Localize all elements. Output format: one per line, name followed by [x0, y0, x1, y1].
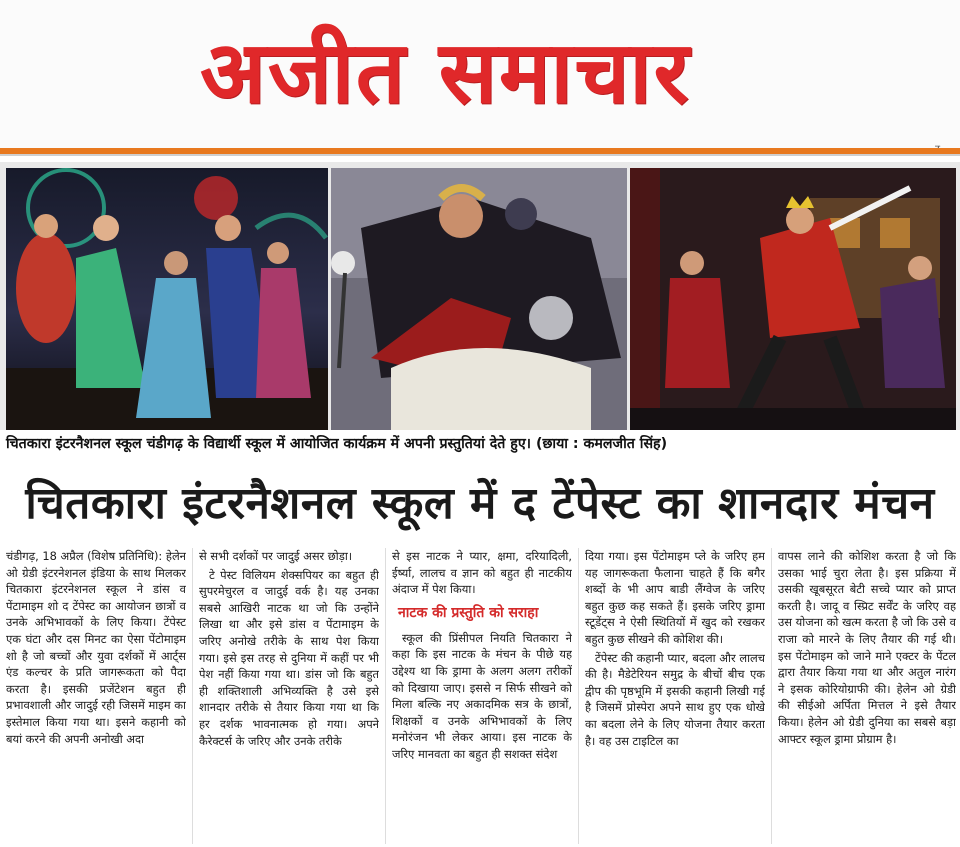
paragraph: वापस लाने की कोशिश करता है जो कि उसका भाई चुरा लेता है। इस प्रक्रिया में उसकी खूबसूरत बेटी सच्चे प्यार को प्राप्त करती है। जादू व स्प्रिट सर्वेंट के जरिए वह उस योजना को खत्म करता है जो कि उसे व राजा को मारने के लिए तैयार की गई थी। इस पेंटोमाइम को जाने माने एक्टर के पेंटल द्वारा तैयार किया गया था और अतुल नारंग ने इसक कोरियोग्राफी की। हेलेन ओ ग्रेडी की सीईओ अर्पिता मित्तल ने इसे तैयार किया। हेलेन ओ ग्रेडी दुनिया का सबसे बड़ा आफ्टर स्कूल ड्रामा प्रोग्राम है। [778, 549, 956, 746]
article-column-3 [392, 548, 572, 844]
article-column-5 [778, 548, 956, 844]
subheading: नाटक की प्रस्तुति को सराहा [398, 604, 539, 621]
column-divider [771, 548, 772, 844]
photo-strip [0, 162, 960, 430]
article-headline: चितकारा इंटरनैशनल स्कूल में द टेंपेस्ट का शानदार मंचन [25, 478, 935, 529]
paragraph: स्कूल की प्रिंसीपल नियति चितकारा ने कहा कि इस नाटक के मंचन के पीछे यह उद्देश्य था कि ड्रामा के अलग अलग तरीकों को दिखाया जाए। इससे न सिर्फ सीखने को मिला बल्कि नए अकादमिक सत्र के छात्रों, शिक्षकों व उनके अभिभावकों के लिए मनोरंजन भी लेकर आया। इस नाटक के जरिए मानवता का बहुत ही सशक्त संदेश [392, 630, 572, 761]
article-column-1 [6, 548, 186, 844]
paragraph: दिया गया। इस पेंटोमाइम प्ले के जरिए हम यह जागरूकता फैलाना चाहते हैं कि बगैर शब्दों के भी आप बाडी लैंग्वेज के जरिए बहुत कुछ कह सकते हैं। इसके जरिए ड्रामा स्टूडेंट्स ने ऐसी स्थितियों में खुद को रखकर बहुत कुछ सीखने की कोशिश की। [585, 549, 765, 646]
photo-villain-scene [331, 168, 627, 430]
photo-king-scene [630, 168, 956, 430]
paragraph: टेंपेस्ट की कहानी प्यार, बदला और लालच की है। मैडेटेरियन समुद्र के बीचों बीच एक द्वीप की पृष्ठभूमि में इसकी कहानी लिखी गई है जिसमें प्रोस्पेरा अपने साथ हुए एक धोखे का बदला लेने के लिए योजना तैयार करता है। वह उस टाइटिल का [585, 650, 765, 748]
paragraph: टे पेस्ट विलियम शेक्सपियर का बहुत ही सुपरमेचुरल व जादुई वर्क है। यह उनका सबसे आखिरी नाटक था जो कि उन्होंने लिखा था और इसे डांस व पेंटामाइम के जरिए अनोखे तरीके के साथ पेश किया गया। इसे इस तरह से दुनिया में कहीं पर भी पेश नहीं किया गया था। डांस जो कि बहुत ही शक्तिशाली अभिव्यक्ति है उसे इसे शानदार तरीके से तैयार किया गया था कि हर दर्शक भावनात्मक हो गया। अपने कैरेक्टर्स के जरिए और उनके तरीके [199, 567, 379, 748]
column-divider [192, 548, 193, 844]
paragraph: चंडीगढ़, 18 अप्रैल (विशेष प्रतिनिधि): हेलेन ओ ग्रेडी इंटरनेशनल इंडिया के साथ मिलकर चितकारा इंटरनेशनल स्कूल ने डांस व पेंटामाइम शो द टेंपेस्ट का आयोजन छात्रों व उनके अभिभावकों के लिए किया। टेंपेस्ट एक घंटा और दस मिनट का ऐसा पेंटोमाइम शो है जो बच्चों और युवा दर्शकों में आर्ट्स एंड कल्चर के प्रति जागरूकता को पैदा करता है। इसकी प्रजेंटेशन बहुत ही प्रभावशाली और जादुई रही जिसमें माइम का इस्तेमाल किया गया था। इसने कहानी को बयां करने की अपनी अनोखी अदा [6, 549, 186, 746]
photo-dance-scene [6, 168, 328, 430]
newspaper-logo-title: अजीत समाचार [200, 23, 691, 123]
paragraph: से इस नाटक ने प्यार, क्षमा, दरियादिली, ईर्ष्या, लालच व ज्ञान को बहुत ही नाटकीय अंदाज में पेश किया। [392, 549, 572, 597]
photo-caption: चितकारा इंटरनैशनल स्कूल चंडीगढ़ के विद्यार्थी स्कूल में आयोजित कार्यक्रम में अपनी प्रस्तुतियां देते हुए। (छाया : कमलजीत सिंह) [6, 436, 668, 452]
column-divider [578, 548, 579, 844]
masthead [0, 0, 960, 150]
masthead-rule-thin [0, 154, 960, 156]
article-column-4 [585, 548, 765, 844]
article-column-2 [199, 548, 379, 844]
article-body [6, 548, 956, 844]
paragraph: से सभी दर्शकों पर जादुई असर छोड़ा। [199, 549, 353, 563]
column-divider [385, 548, 386, 844]
